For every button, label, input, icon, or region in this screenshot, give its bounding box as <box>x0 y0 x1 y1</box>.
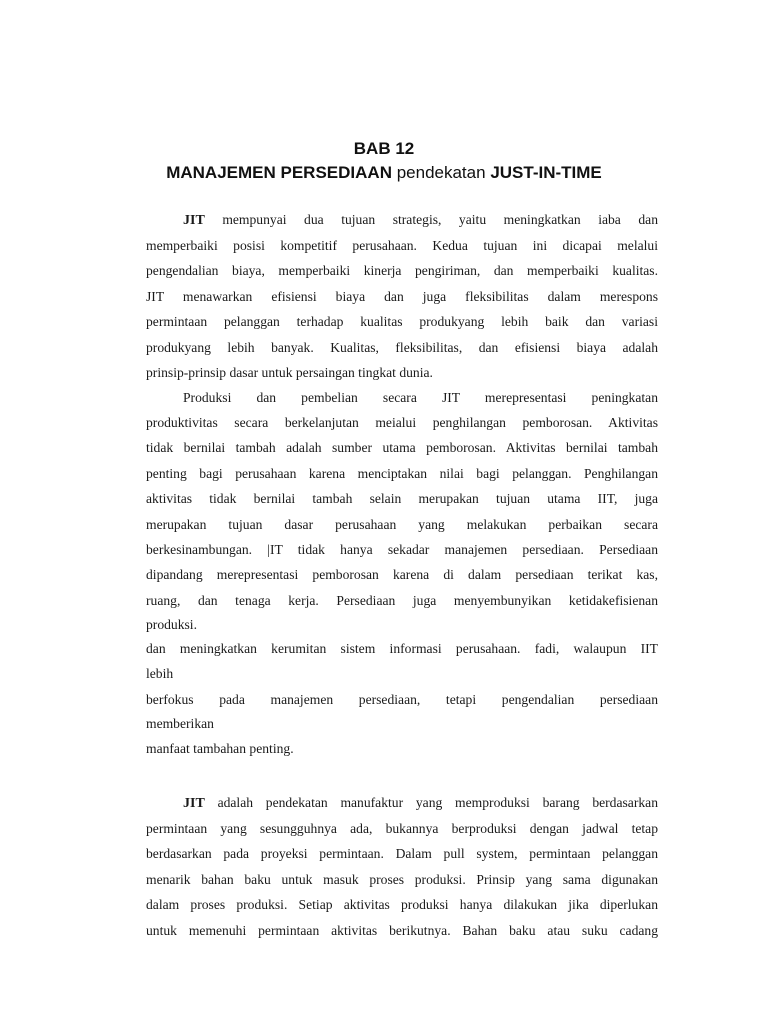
jit-lead: JIT <box>183 796 205 811</box>
line-text: adalah pendekatan manufaktur yang memproduksi barang berdasarkan <box>217 795 658 810</box>
text-line: dan meningkatkan kerumitan sistem informasi perusahaan. fadi, walaupun IIT <box>146 641 658 656</box>
text-line <box>183 212 658 229</box>
text-line: berkesinambungan. |IT tidak hanya sekadar manajemen persediaan. Persediaan <box>146 542 658 557</box>
text-line: manfaat tambahan penting. <box>146 741 294 756</box>
text-line: Produksi dan pembelian secara JIT merepresentasi peningkatan <box>183 390 658 405</box>
text-line: penting bagi perusahaan karena menciptakan nilai bagi pelanggan. Penghilangan <box>146 466 658 481</box>
jit-lead: JIT <box>183 213 205 228</box>
text-line: untuk memenuhi permintaan aktivitas berikutnya. Bahan baku atau suku cadang <box>146 923 658 938</box>
text-line: produksi. <box>146 617 197 632</box>
text-line: prinsip-prinsip dasar untuk persaingan tingkat dunia. <box>146 365 433 380</box>
text-line: memperbaiki posisi kompetitif perusahaan. Kedua tujuan ini dicapai melalui <box>146 238 658 253</box>
text-line: produktivitas secara berkelanjutan meialui penghilangan pemborosan. Aktivitas <box>146 415 658 430</box>
text-line: berdasarkan pada proyeksi permintaan. Dalam pull system, permintaan pelanggan <box>146 846 658 861</box>
title-normal-part: pendekatan <box>396 163 486 182</box>
text-line: tidak bernilai tambah adalah sumber utama pemborosan. Aktivitas bernilai tambah <box>146 440 658 455</box>
chapter-title <box>0 163 768 183</box>
text-line: permintaan yang sesungguhnya ada, bukannya berproduksi dengan jadwal tetap <box>146 821 658 836</box>
text-line: merupakan tujuan dasar perusahaan yang melakukan perbaikan secara <box>146 517 658 532</box>
text-line <box>183 795 658 812</box>
text-line: dalam proses produksi. Setiap aktivitas produksi hanya dilakukan jika diperlukan <box>146 897 658 912</box>
title-bold-part-2: JUST-IN-TIME <box>490 163 602 182</box>
text-line: pengendalian biaya, memperbaiki kinerja pengiriman, dan memperbaiki kualitas. <box>146 263 658 278</box>
text-line: ruang, dan tenaga kerja. Persediaan juga menyembunyikan ketidakefisienan <box>146 593 658 608</box>
text-line: berfokus pada manajemen persediaan, tetapi pengendalian persediaan <box>146 692 658 707</box>
text-line: aktivitas tidak bernilai tambah selain merupakan tujuan utama IIT, juga <box>146 491 658 506</box>
text-line: menarik bahan baku untuk masuk proses produksi. Prinsip yang sama digunakan <box>146 872 658 887</box>
title-bold-part-1: MANAJEMEN PERSEDIAAN <box>166 163 392 182</box>
text-line: lebih <box>146 666 174 681</box>
chapter-label: BAB 12 <box>353 139 415 158</box>
text-line: produkyang lebih banyak. Kualitas, fleksibilitas, dan efisiensi biaya adalah <box>146 340 658 355</box>
line-text: mempunyai dua tujuan strategis, yaitu meningkatkan iaba dan <box>222 212 658 227</box>
text-line: dipandang merepresentasi pemborosan karena di dalam persediaan terikat kas, <box>146 567 658 582</box>
text-line: memberikan <box>146 716 214 731</box>
text-line: permintaan pelanggan terhadap kualitas produkyang lebih baik dan variasi <box>146 314 658 329</box>
text-line: JIT menawarkan efisiensi biaya dan juga fleksibilitas dalam merespons <box>146 289 658 304</box>
